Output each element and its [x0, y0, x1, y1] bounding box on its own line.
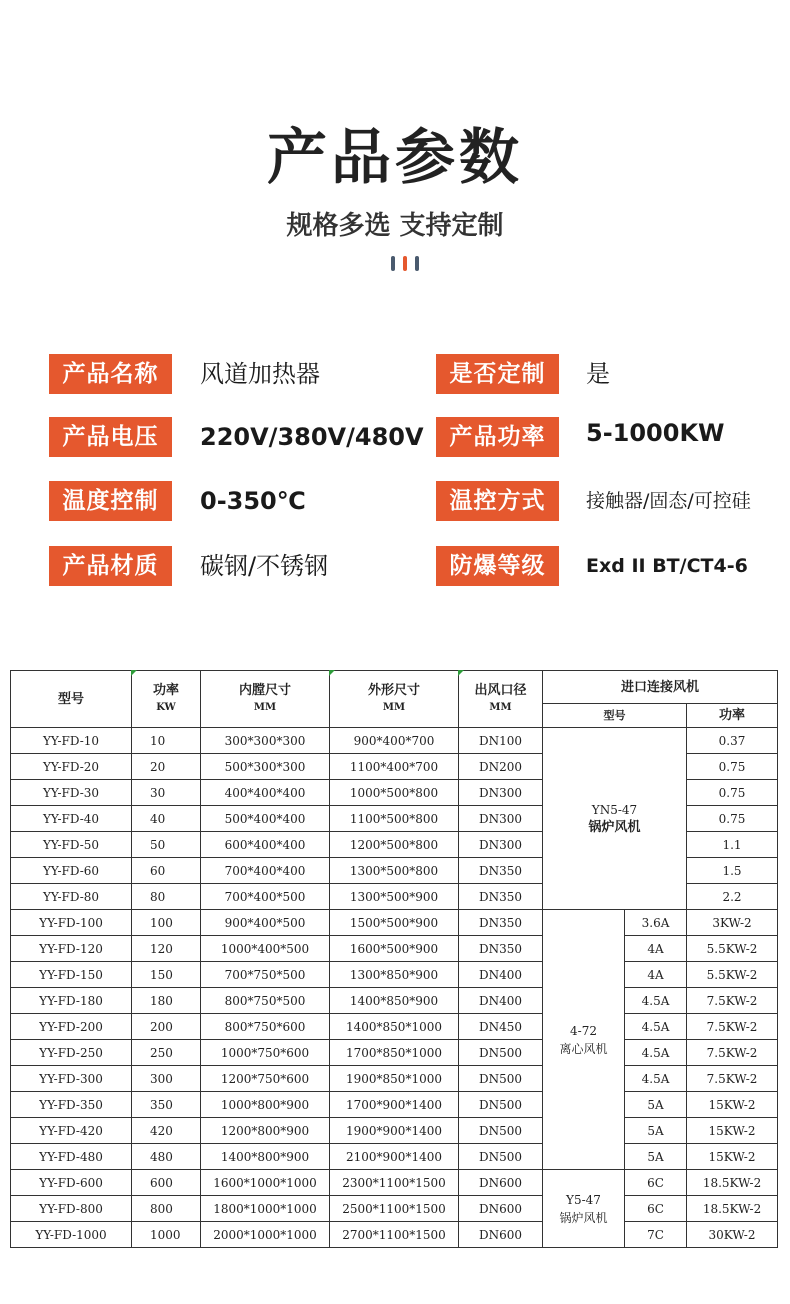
cell-power: 800: [132, 1196, 201, 1222]
cell-fan-no: 6C: [625, 1196, 687, 1222]
cell-power: 480: [132, 1144, 201, 1170]
cell-model: YY-FD-100: [11, 910, 132, 936]
cell-outer-size: 1000*500*800: [330, 780, 459, 806]
spec-value-name: 风道加热器: [200, 360, 320, 388]
spec-label-control: 温控方式: [436, 481, 559, 521]
cell-outlet: DN300: [459, 806, 543, 832]
cell-power: 180: [132, 988, 201, 1014]
table-row: [11, 1014, 778, 1040]
cell-outlet: DN500: [459, 1144, 543, 1170]
cell-model: YY-FD-120: [11, 936, 132, 962]
cell-inner-size: 600*400*400: [201, 832, 330, 858]
cell-inner-size: 400*400*400: [201, 780, 330, 806]
decor-dot: [415, 256, 419, 271]
cell-fan-power: 7.5KW-2: [687, 1040, 778, 1066]
spec-value-material: 碳钢/不锈钢: [200, 552, 329, 580]
spec-label-power: 产品功率: [436, 417, 559, 457]
cell-inner-size: 1200*750*600: [201, 1066, 330, 1092]
cell-outer-size: 900*400*700: [330, 728, 459, 754]
header-fan-power: 功率: [687, 704, 778, 728]
cell-model: YY-FD-50: [11, 832, 132, 858]
cell-inner-size: 300*300*300: [201, 728, 330, 754]
cell-model: YY-FD-60: [11, 858, 132, 884]
cell-fan-power: 15KW-2: [687, 1092, 778, 1118]
cell-power: 600: [132, 1170, 201, 1196]
cell-power: 60: [132, 858, 201, 884]
cell-fan-power: 7.5KW-2: [687, 988, 778, 1014]
cell-inner-size: 1000*800*900: [201, 1092, 330, 1118]
spec-value-temp: 0-350℃: [200, 487, 306, 515]
cell-power: 420: [132, 1118, 201, 1144]
spec-value-explosion: Exd II BT/CT4-6: [586, 555, 748, 577]
table-row: [11, 910, 778, 936]
fan-group-472: [543, 910, 625, 1170]
cell-power: 250: [132, 1040, 201, 1066]
cell-fan-power: 0.75: [687, 780, 778, 806]
cell-inner-size: 2000*1000*1000: [201, 1222, 330, 1248]
cell-inner-size: 500*300*300: [201, 754, 330, 780]
cell-outlet: DN500: [459, 1118, 543, 1144]
cell-outlet: DN600: [459, 1222, 543, 1248]
cell-fan-no: 5A: [625, 1092, 687, 1118]
cell-model: YY-FD-150: [11, 962, 132, 988]
page-title: 产品参数: [267, 123, 523, 193]
fan-group-y5: [543, 1170, 625, 1248]
cell-power: 100: [132, 910, 201, 936]
page-subtitle: 规格多选 支持定制: [286, 211, 504, 241]
cell-outer-size: 1600*500*900: [330, 936, 459, 962]
cell-model: YY-FD-600: [11, 1170, 132, 1196]
cell-outer-size: 1100*400*700: [330, 754, 459, 780]
cell-outlet: DN350: [459, 858, 543, 884]
cell-fan-no: 4.5A: [625, 1066, 687, 1092]
table-row: [11, 1118, 778, 1144]
cell-model: YY-FD-80: [11, 884, 132, 910]
table-row: [11, 936, 778, 962]
cell-inner-size: 1000*400*500: [201, 936, 330, 962]
fan-group-desc: 锅炉风机: [559, 1210, 608, 1225]
cell-outer-size: 1700*850*1000: [330, 1040, 459, 1066]
cell-fan-power: 3KW-2: [687, 910, 778, 936]
header-fan: 进口连接风机: [543, 671, 778, 704]
cell-fan-power: 7.5KW-2: [687, 1066, 778, 1092]
cell-outlet: DN600: [459, 1170, 543, 1196]
spec-value-power: 5-1000KW: [586, 419, 725, 447]
cell-outlet: DN400: [459, 962, 543, 988]
cell-outer-size: 1200*500*800: [330, 832, 459, 858]
spec-row: [0, 417, 790, 457]
header-inner-size: 内膛尺寸 MM: [201, 671, 330, 728]
spec-label-custom: 是否定制: [436, 354, 559, 394]
cell-outer-size: 2300*1100*1500: [330, 1170, 459, 1196]
cell-outer-size: 1400*850*900: [330, 988, 459, 1014]
cell-inner-size: 800*750*600: [201, 1014, 330, 1040]
cell-outer-size: 2700*1100*1500: [330, 1222, 459, 1248]
cell-model: YY-FD-350: [11, 1092, 132, 1118]
cell-outlet: DN350: [459, 936, 543, 962]
cell-outlet: DN600: [459, 1196, 543, 1222]
cell-outer-size: 1300*850*900: [330, 962, 459, 988]
spec-value-control: 接触器/固态/可控硅: [586, 490, 751, 512]
spec-label-name: 产品名称: [49, 354, 172, 394]
spec-value-custom: 是: [586, 360, 610, 388]
cell-model: YY-FD-10: [11, 728, 132, 754]
cell-outer-size: 1100*500*800: [330, 806, 459, 832]
cell-outer-size: 2100*900*1400: [330, 1144, 459, 1170]
table-row: [11, 1040, 778, 1066]
cell-inner-size: 1200*800*900: [201, 1118, 330, 1144]
cell-fan-no: 4A: [625, 962, 687, 988]
cell-power: 20: [132, 754, 201, 780]
spec-row: [0, 546, 790, 586]
table-row: [11, 1066, 778, 1092]
cell-fan-no: 4.5A: [625, 1014, 687, 1040]
cell-outlet: DN300: [459, 832, 543, 858]
cell-fan-no: 5A: [625, 1144, 687, 1170]
cell-fan-power: 1.1: [687, 832, 778, 858]
cell-fan-power: 2.2: [687, 884, 778, 910]
cell-fan-no: 4A: [625, 936, 687, 962]
table-row: [11, 962, 778, 988]
fan-group-yn5: [543, 728, 687, 910]
cell-inner-size: 1000*750*600: [201, 1040, 330, 1066]
cell-model: YY-FD-300: [11, 1066, 132, 1092]
cell-model: YY-FD-20: [11, 754, 132, 780]
cell-fan-no: 5A: [625, 1118, 687, 1144]
cell-model: YY-FD-250: [11, 1040, 132, 1066]
cell-inner-size: 500*400*400: [201, 806, 330, 832]
cell-outlet: DN500: [459, 1066, 543, 1092]
cell-model: YY-FD-420: [11, 1118, 132, 1144]
spec-label-temp: 温度控制: [49, 481, 172, 521]
cell-power: 50: [132, 832, 201, 858]
cell-outer-size: 1500*500*900: [330, 910, 459, 936]
header-outer-size: 外形尺寸 MM: [330, 671, 459, 728]
cell-power: 40: [132, 806, 201, 832]
spec-label-material: 产品材质: [49, 546, 172, 586]
spec-row: [0, 481, 790, 521]
cell-outlet: DN500: [459, 1092, 543, 1118]
cell-outlet: DN350: [459, 910, 543, 936]
cell-fan-power: 18.5KW-2: [687, 1196, 778, 1222]
cell-model: YY-FD-480: [11, 1144, 132, 1170]
cell-model: YY-FD-1000: [11, 1222, 132, 1248]
table-row: [11, 728, 778, 754]
decor-dots: [391, 256, 419, 271]
fan-group-name: 4-72: [570, 1023, 597, 1038]
table-row: [11, 1170, 778, 1196]
cell-outer-size: 1900*900*1400: [330, 1118, 459, 1144]
cell-model: YY-FD-40: [11, 806, 132, 832]
fan-group-name: YN5-47: [591, 802, 638, 817]
decor-dot: [391, 256, 395, 271]
cell-inner-size: 1400*800*900: [201, 1144, 330, 1170]
cell-fan-no: 4.5A: [625, 1040, 687, 1066]
table-row: [11, 988, 778, 1014]
cell-fan-power: 5.5KW-2: [687, 936, 778, 962]
cell-fan-power: 0.75: [687, 754, 778, 780]
header-fan-model: 型号: [543, 704, 687, 728]
fan-group-desc: 离心风机: [559, 1041, 608, 1056]
cell-outlet: DN100: [459, 728, 543, 754]
spec-label-explosion: 防爆等级: [436, 546, 559, 586]
cell-outer-size: 1300*500*800: [330, 858, 459, 884]
cell-fan-power: 5.5KW-2: [687, 962, 778, 988]
fan-group-desc: 锅炉风机: [588, 819, 641, 835]
cell-inner-size: 1800*1000*1000: [201, 1196, 330, 1222]
cell-outlet: DN350: [459, 884, 543, 910]
parameter-table: [10, 670, 778, 1248]
cell-model: YY-FD-800: [11, 1196, 132, 1222]
cell-fan-power: 18.5KW-2: [687, 1170, 778, 1196]
cell-fan-power: 30KW-2: [687, 1222, 778, 1248]
cell-power: 300: [132, 1066, 201, 1092]
table-row: [11, 1196, 778, 1222]
header-outlet: 出风口径 MM: [459, 671, 543, 728]
cell-outlet: DN500: [459, 1040, 543, 1066]
cell-outlet: DN300: [459, 780, 543, 806]
table-row: [11, 1144, 778, 1170]
cell-model: YY-FD-200: [11, 1014, 132, 1040]
spec-row: [0, 354, 790, 394]
cell-outer-size: 1300*500*900: [330, 884, 459, 910]
cell-fan-power: 0.75: [687, 806, 778, 832]
cell-model: YY-FD-180: [11, 988, 132, 1014]
cell-power: 80: [132, 884, 201, 910]
cell-inner-size: 700*400*400: [201, 858, 330, 884]
spec-label-voltage: 产品电压: [49, 417, 172, 457]
cell-power: 150: [132, 962, 201, 988]
table-body: [11, 728, 778, 1248]
cell-power: 10: [132, 728, 201, 754]
cell-outlet: DN200: [459, 754, 543, 780]
cell-inner-size: 1600*1000*1000: [201, 1170, 330, 1196]
cell-outer-size: 1700*900*1400: [330, 1092, 459, 1118]
header-power: 功率 KW: [132, 671, 201, 728]
cell-inner-size: 900*400*500: [201, 910, 330, 936]
spec-value-voltage: 220V/380V/480V: [200, 423, 424, 451]
cell-model: YY-FD-30: [11, 780, 132, 806]
cell-fan-no: 4.5A: [625, 988, 687, 1014]
cell-power: 200: [132, 1014, 201, 1040]
cell-outlet: DN450: [459, 1014, 543, 1040]
cell-outer-size: 1900*850*1000: [330, 1066, 459, 1092]
cell-inner-size: 800*750*500: [201, 988, 330, 1014]
cell-power: 350: [132, 1092, 201, 1118]
cell-inner-size: 700*750*500: [201, 962, 330, 988]
fan-group-name: Y5-47: [566, 1192, 601, 1207]
table-row: [11, 1092, 778, 1118]
cell-outer-size: 2500*1100*1500: [330, 1196, 459, 1222]
cell-fan-no: 3.6A: [625, 910, 687, 936]
cell-fan-power: 1.5: [687, 858, 778, 884]
cell-fan-power: 15KW-2: [687, 1144, 778, 1170]
cell-outlet: DN400: [459, 988, 543, 1014]
cell-inner-size: 700*400*500: [201, 884, 330, 910]
cell-power: 1000: [132, 1222, 201, 1248]
decor-dot: [403, 256, 407, 271]
cell-fan-power: 7.5KW-2: [687, 1014, 778, 1040]
cell-fan-power: 0.37: [687, 728, 778, 754]
header-model: 型号: [11, 671, 132, 728]
cell-outer-size: 1400*850*1000: [330, 1014, 459, 1040]
cell-power: 30: [132, 780, 201, 806]
table-row: [11, 1222, 778, 1248]
cell-fan-power: 15KW-2: [687, 1118, 778, 1144]
cell-power: 120: [132, 936, 201, 962]
cell-fan-no: 6C: [625, 1170, 687, 1196]
cell-fan-no: 7C: [625, 1222, 687, 1248]
